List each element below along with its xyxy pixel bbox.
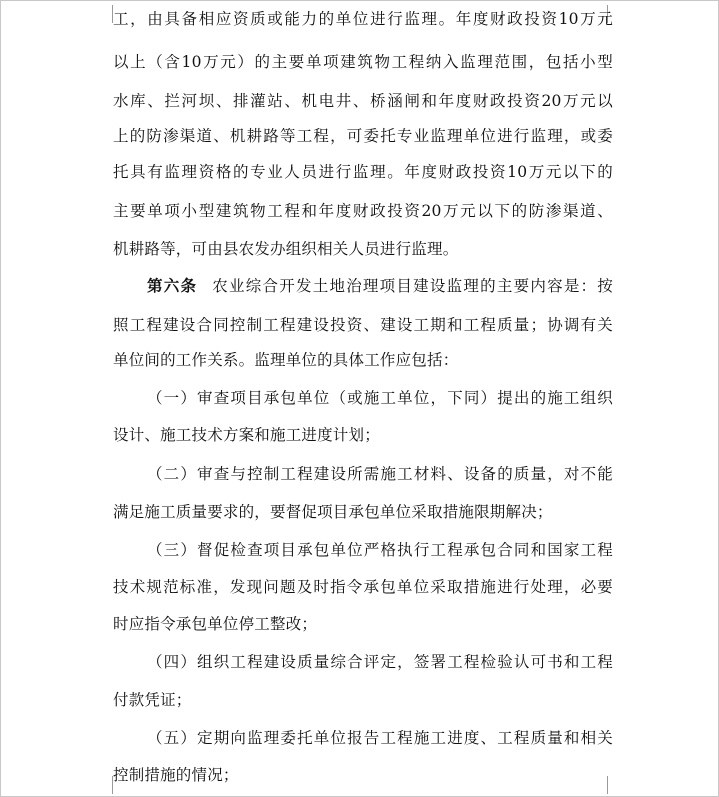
list-item-line: 设计、施工技术方案和施工进度计划； <box>113 426 380 444</box>
list-item-line: （五）定期向监理委托单位报告工程施工进度、工程质量和相关 <box>147 729 613 747</box>
list-item-line: 技术规范标准，发现问题及时指令承包单位采取措施进行处理，必要 <box>113 578 613 596</box>
crop-mark-bottom-left <box>94 776 113 794</box>
list-item-line: （二）审查与控制工程建设所需施工材料、设备的质量，对不能 <box>147 465 613 483</box>
text-line: 工，由具备相应资质或能力的单位进行监理。年度财政投资10万元 <box>113 10 613 28</box>
list-item-line: 时应指令承包单位停工整改； <box>113 615 318 633</box>
text-line: 单位间的工作关系。监理单位的具体工作应包括： <box>113 351 459 369</box>
article-label: 第六条 <box>147 277 198 295</box>
list-item-line: 付款凭证； <box>113 691 192 709</box>
text-line: 上的防渗渠道、机耕路等工程，可委托专业监理单位进行监理，或委 <box>113 127 613 145</box>
list-item-line: 满足施工质量要求的，要督促项目承包单位采取措施限期解决； <box>113 503 553 521</box>
article-6-first-line <box>147 275 613 297</box>
text-line: 照工程建设合同控制工程建设投资、建设工期和工程质量；协调有关 <box>113 316 613 334</box>
text-line: 水库、拦河坝、排灌站、机电井、桥涵闸和年度财政投资20万元以 <box>113 92 613 110</box>
list-item-line: 控制措施的情况； <box>113 766 239 784</box>
article-6-intro: 农业综合开发土地治理项目建设监理的主要内容是：按 <box>211 277 613 295</box>
list-item-line: （一）审查项目承包单位（或施工单位，下同）提出的施工组织 <box>147 389 613 407</box>
crop-mark-top-left <box>94 5 113 23</box>
list-item-line: （三）督促检查项目承包单位严格执行工程承包合同和国家工程 <box>147 541 613 559</box>
text-line: 以上（含10万元）的主要单项建筑物工程纳入监理范围，包括小型 <box>113 53 613 71</box>
text-line: 机耕路等，可由县农发办组织相关人员进行监理。 <box>113 240 459 258</box>
text-line: 托具有监理资格的专业人员进行监理。年度财政投资10万元以下的 <box>113 163 613 181</box>
text-line: 主要单项小型建筑物工程和年度财政投资20万元以下的防渗渠道、 <box>113 202 613 220</box>
list-item-line: （四）组织工程建设质量综合评定，签署工程检验认可书和工程 <box>147 653 613 671</box>
